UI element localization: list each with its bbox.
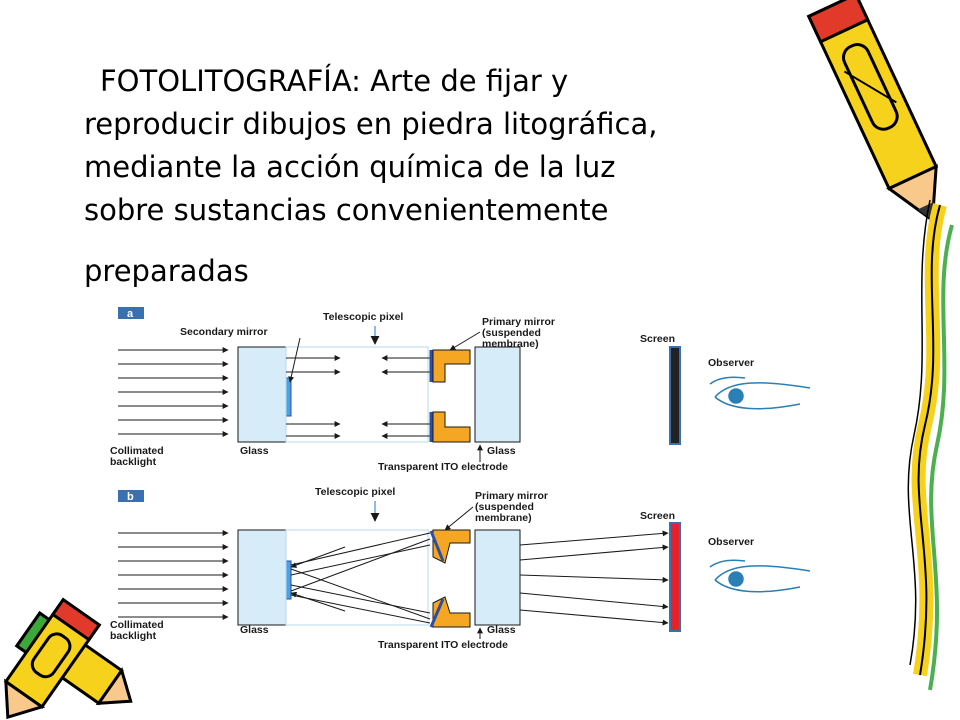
label-telescopic-pixel: Telescopic pixel	[323, 311, 404, 323]
collimated-arrows	[118, 533, 228, 617]
title-line-4: sobre sustancias convenientemente	[84, 193, 609, 227]
panel-b	[110, 486, 810, 651]
primary-mirror-top	[433, 350, 470, 382]
screen-on	[670, 523, 680, 631]
observer-eye-icon	[710, 560, 810, 591]
label-glass-right: Glass	[487, 624, 516, 636]
glass-left	[238, 530, 286, 625]
svg-text:(suspended: (suspended	[475, 501, 534, 513]
glass-left	[238, 347, 286, 442]
slide-title	[84, 60, 804, 293]
label-ito: Transparent ITO electrode	[378, 639, 508, 651]
title-line-5: preparadas	[84, 254, 249, 288]
label-ito: Transparent ITO electrode	[378, 461, 508, 473]
label-screen: Screen	[640, 333, 676, 345]
label-collimated: Collimated	[110, 445, 164, 457]
observer-eye-icon	[710, 377, 810, 408]
primary-mirror-bottom	[433, 412, 470, 442]
screen-off	[670, 347, 680, 444]
title-line-3: mediante la acción química de la luz	[84, 150, 616, 184]
secondary-mirror	[286, 561, 291, 599]
label-primary-mirror: Primary mirror	[482, 316, 555, 328]
svg-text:membrane): membrane)	[482, 338, 539, 350]
glass-right	[475, 347, 520, 442]
title-line-2: reproducir dibujos en piedra litográfica,	[84, 107, 658, 141]
label-observer: Observer	[708, 357, 755, 369]
label-telescopic-pixel: Telescopic pixel	[315, 486, 396, 498]
svg-text:backlight: backlight	[110, 456, 157, 468]
label-glass-left: Glass	[240, 445, 269, 457]
title-line-1: FOTOLITOGRAFÍA: Arte de fijar y	[100, 64, 569, 98]
label-primary-mirror: Primary mirror	[475, 490, 548, 502]
label-glass-left: Glass	[240, 624, 269, 636]
secondary-mirror	[286, 378, 291, 416]
label-secondary-mirror: Secondary mirror	[180, 326, 268, 338]
panel-b-letter: b	[127, 491, 134, 503]
label-collimated: Collimated	[110, 619, 164, 631]
svg-text:backlight: backlight	[110, 630, 157, 642]
label-screen: Screen	[640, 510, 676, 522]
label-glass-right: Glass	[487, 445, 516, 457]
glass-right	[475, 530, 520, 625]
collimated-arrows	[118, 350, 228, 434]
telescopic-pixel-diagram	[100, 302, 810, 652]
svg-text:(suspended: (suspended	[482, 327, 541, 339]
svg-text:membrane): membrane)	[475, 512, 532, 524]
pencil-icon	[900, 195, 960, 695]
panel-a	[110, 307, 810, 473]
label-observer: Observer	[708, 536, 755, 548]
panel-a-letter: a	[127, 308, 134, 320]
